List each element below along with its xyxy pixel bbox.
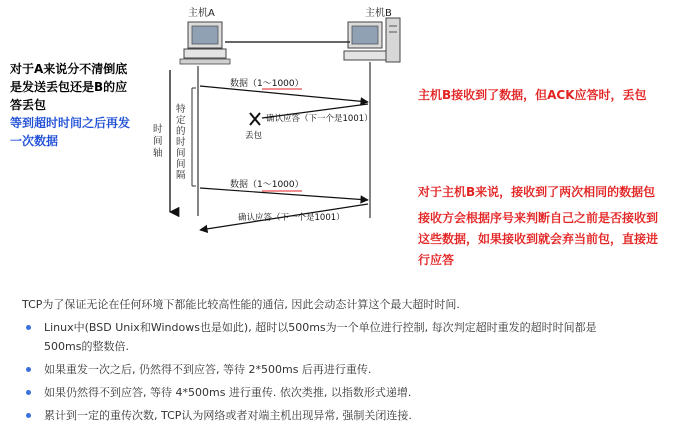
interval-label	[176, 103, 189, 181]
timeout-bullet-list	[22, 318, 672, 429]
lost-cross-icon	[250, 113, 260, 125]
packet-2-label: 数据（1～1000）	[230, 180, 304, 190]
bullet-text: 如果仍然得不到应答, 等待 4*500ms 进行重传. 依次类推, 以指数形式递增.	[44, 386, 412, 399]
interval-char: 间	[176, 148, 186, 159]
duplicate-note-line: 行应答	[418, 253, 455, 267]
time-axis-char: 时	[153, 124, 163, 135]
ack-1-label: 确认应答（下一个是1001）	[266, 114, 373, 124]
time-axis-char: 轴	[153, 148, 163, 159]
host-b-computer-icon	[344, 18, 400, 62]
host-a-label: 主机A	[188, 8, 215, 19]
bullet-item	[22, 406, 672, 425]
left-note-blue-line: 等到超时时间之后再发	[10, 116, 131, 130]
host-b-label: 主机B	[365, 8, 392, 19]
ack-lost-note: 主机B接收到了数据，但ACK应答时，丢包	[418, 88, 647, 102]
bullet-text: 如果重发一次之后, 仍然得不到应答, 等待 2*500ms 后再进行重传.	[44, 363, 372, 376]
bullet-item	[22, 318, 672, 356]
timeout-paragraph: TCP为了保证无论在任何环境下都能比较高性能的通信, 因此会动态计算这个最大超时时间.	[22, 298, 460, 311]
interval-char: 时	[176, 137, 186, 148]
duplicate-note-line: 这些数据，如果接收到就会弃当前包，直接进	[418, 232, 659, 246]
ack-2-label: 确认应答（下一个是1001）	[238, 213, 345, 223]
bullet-item	[22, 383, 672, 402]
interval-char: 的	[176, 126, 186, 137]
duplicate-note-line: 对于主机B来说，接收到了两次相同的数据包	[418, 185, 656, 199]
duplicate-packet-note	[418, 182, 680, 271]
left-note-line: 答丢包	[10, 98, 47, 112]
duplicate-note-line: 接收方会根据序号来判断自己之前是否接收到	[418, 211, 659, 225]
bullet-item	[22, 360, 672, 379]
interval-char: 定	[176, 115, 186, 126]
interval-char: 隔	[176, 170, 186, 181]
lost-label: 丢包	[245, 131, 263, 141]
bullet-text: 累计到一定的重传次数, TCP认为网络或者对端主机出现异常, 强制关闭连接.	[44, 409, 412, 422]
left-note-blue-line: 一次数据	[10, 134, 59, 148]
bullet-text: Linux中(BSD Unix和Windows也是如此), 超时以500ms为一个单位进行控制, 每次判定超时重发的超时时间都是	[44, 321, 597, 334]
left-note-line: 对于A来说分不清倒底	[10, 62, 128, 76]
bullet-text: 500ms的整数倍.	[44, 340, 129, 353]
host-a-computer-icon	[180, 22, 230, 64]
interval-char: 间	[176, 159, 186, 170]
interval-char: 特	[176, 104, 186, 115]
time-axis-char: 间	[153, 136, 163, 147]
left-note-line: 是发送丢包还是B的应	[10, 80, 128, 94]
packet-1-label: 数据（1～1000）	[230, 79, 304, 89]
left-annotation	[10, 60, 170, 150]
